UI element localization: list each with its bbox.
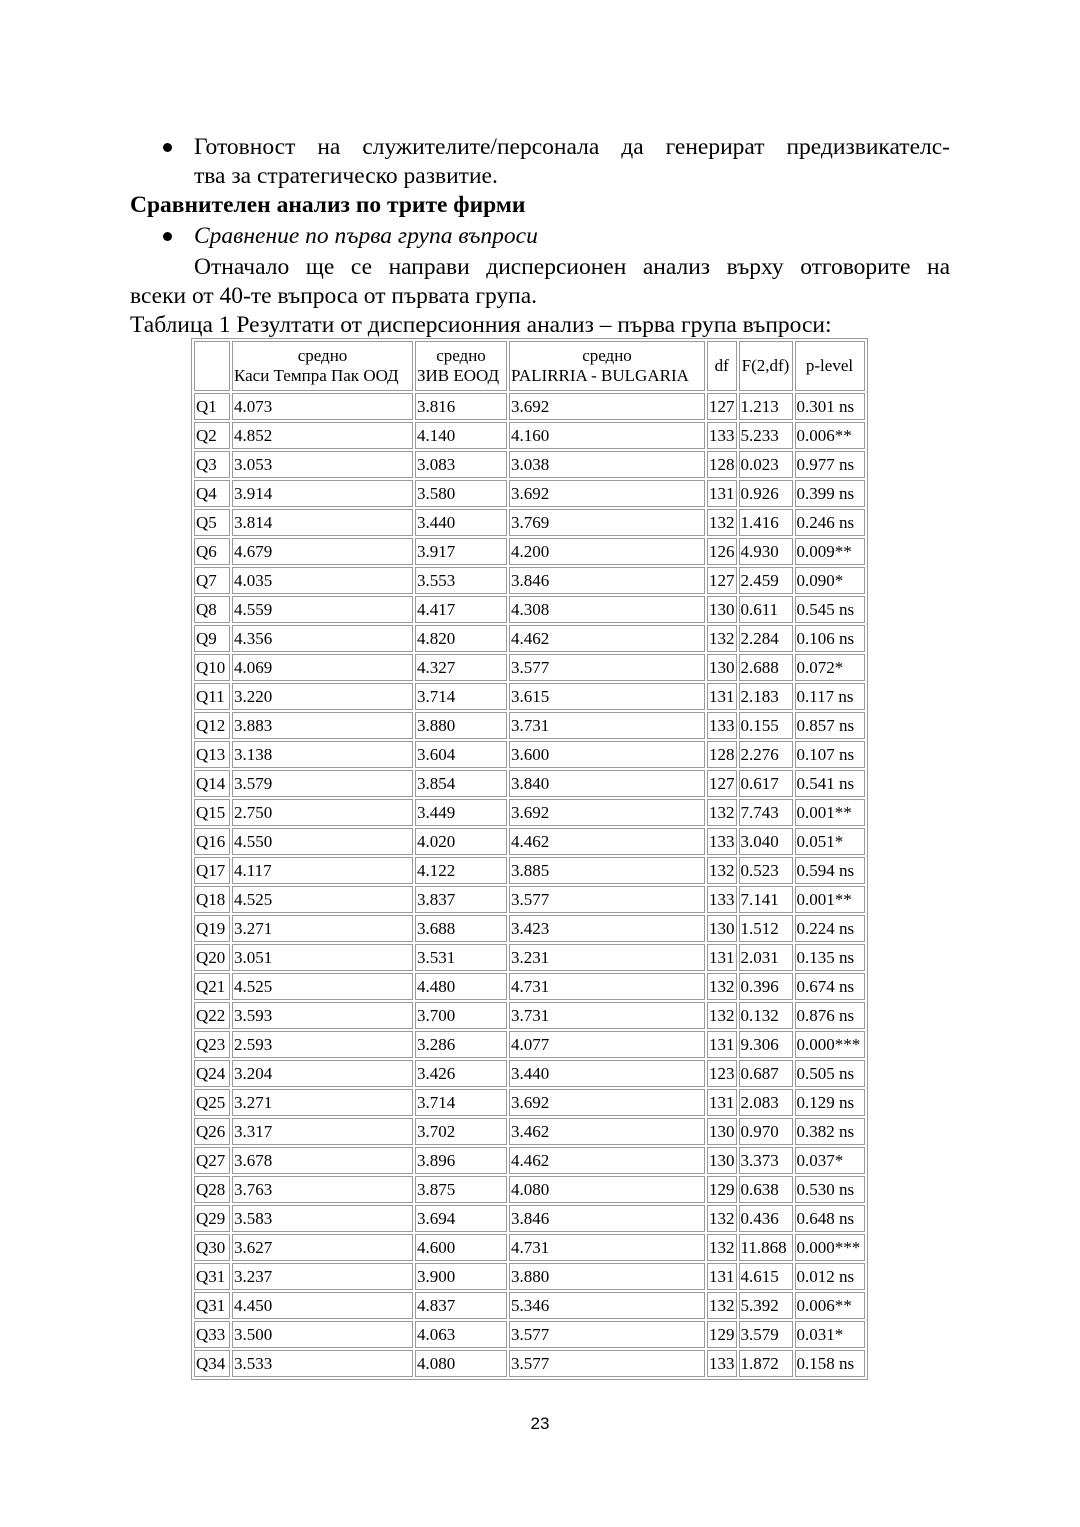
- cell-f-statistic: 0.617: [739, 770, 793, 797]
- cell-mean-kasi: 2.750: [232, 799, 413, 826]
- cell-p-level: 0.012 ns: [795, 1263, 865, 1290]
- cell-mean-kasi: 4.525: [232, 973, 413, 1000]
- cell-mean-kasi: 3.317: [232, 1118, 413, 1145]
- cell-mean-ziv: 4.080: [415, 1350, 507, 1377]
- table-row: [194, 393, 865, 420]
- cell-mean-palirria: 3.885: [509, 857, 705, 884]
- cell-mean-palirria: 3.600: [509, 741, 705, 768]
- cell-df: 127: [707, 393, 737, 420]
- cell-f-statistic: 0.023: [739, 451, 793, 478]
- cell-f-statistic: 0.611: [739, 596, 793, 623]
- table-row: [194, 538, 865, 565]
- cell-question: Q2: [194, 422, 230, 449]
- cell-p-level: 0.009**: [795, 538, 865, 565]
- cell-df: 132: [707, 1002, 737, 1029]
- cell-mean-palirria: 5.346: [509, 1292, 705, 1319]
- cell-f-statistic: 3.579: [739, 1321, 793, 1348]
- table-row: [194, 886, 865, 913]
- cell-question: Q26: [194, 1118, 230, 1145]
- cell-f-statistic: 0.970: [739, 1118, 793, 1145]
- cell-mean-ziv: 3.714: [415, 683, 507, 710]
- cell-question: Q10: [194, 654, 230, 681]
- cell-question: Q30: [194, 1234, 230, 1261]
- cell-f-statistic: 2.688: [739, 654, 793, 681]
- cell-mean-palirria: 3.577: [509, 1350, 705, 1377]
- cell-question: Q3: [194, 451, 230, 478]
- cell-mean-kasi: 3.220: [232, 683, 413, 710]
- cell-df: 131: [707, 1031, 737, 1058]
- cell-p-level: 0.246 ns: [795, 509, 865, 536]
- bullet-item-first-group: Сравнение по първа група въпроси: [194, 223, 538, 249]
- cell-mean-palirria: 4.160: [509, 422, 705, 449]
- cell-f-statistic: 2.183: [739, 683, 793, 710]
- table-header-row: [194, 341, 865, 391]
- cell-mean-kasi: 3.204: [232, 1060, 413, 1087]
- cell-mean-kasi: 3.051: [232, 944, 413, 971]
- cell-mean-palirria: 3.846: [509, 1205, 705, 1232]
- cell-mean-kasi: 3.271: [232, 1089, 413, 1116]
- cell-f-statistic: 7.141: [739, 886, 793, 913]
- cell-mean-ziv: 4.327: [415, 654, 507, 681]
- cell-df: 123: [707, 1060, 737, 1087]
- cell-df: 130: [707, 1118, 737, 1145]
- cell-mean-palirria: 4.077: [509, 1031, 705, 1058]
- cell-f-statistic: 5.233: [739, 422, 793, 449]
- cell-question: Q20: [194, 944, 230, 971]
- header-mean-ziv: [415, 341, 507, 391]
- cell-p-level: 0.072*: [795, 654, 865, 681]
- cell-mean-palirria: 3.577: [509, 886, 705, 913]
- cell-df: 126: [707, 538, 737, 565]
- cell-mean-palirria: 3.692: [509, 480, 705, 507]
- cell-f-statistic: 7.743: [739, 799, 793, 826]
- header-question: [194, 341, 230, 391]
- cell-f-statistic: 11.868: [739, 1234, 793, 1261]
- cell-df: 131: [707, 1263, 737, 1290]
- cell-mean-palirria: 3.231: [509, 944, 705, 971]
- table-row: [194, 596, 865, 623]
- cell-p-level: 0.545 ns: [795, 596, 865, 623]
- cell-mean-kasi: 3.763: [232, 1176, 413, 1203]
- cell-p-level: 0.876 ns: [795, 1002, 865, 1029]
- cell-question: Q17: [194, 857, 230, 884]
- cell-mean-ziv: 4.600: [415, 1234, 507, 1261]
- cell-p-level: 0.158 ns: [795, 1350, 865, 1377]
- cell-p-level: 0.001**: [795, 799, 865, 826]
- table-row: [194, 1089, 865, 1116]
- cell-f-statistic: 3.373: [739, 1147, 793, 1174]
- cell-mean-ziv: 4.417: [415, 596, 507, 623]
- cell-question: Q16: [194, 828, 230, 855]
- cell-p-level: 0.037*: [795, 1147, 865, 1174]
- header-df: df: [707, 341, 737, 391]
- cell-df: 132: [707, 1292, 737, 1319]
- cell-p-level: 0.505 ns: [795, 1060, 865, 1087]
- cell-f-statistic: 0.436: [739, 1205, 793, 1232]
- cell-p-level: 0.090*: [795, 567, 865, 594]
- table-row: [194, 1147, 865, 1174]
- cell-p-level: 0.117 ns: [795, 683, 865, 710]
- cell-p-level: 0.674 ns: [795, 973, 865, 1000]
- cell-mean-ziv: 4.140: [415, 422, 507, 449]
- cell-question: Q11: [194, 683, 230, 710]
- cell-mean-ziv: 3.714: [415, 1089, 507, 1116]
- cell-mean-ziv: 3.531: [415, 944, 507, 971]
- cell-mean-palirria: 3.769: [509, 509, 705, 536]
- cell-df: 130: [707, 654, 737, 681]
- cell-mean-ziv: 3.083: [415, 451, 507, 478]
- table-body: [194, 393, 865, 1377]
- cell-question: Q8: [194, 596, 230, 623]
- cell-mean-palirria: 4.462: [509, 1147, 705, 1174]
- cell-mean-palirria: 3.692: [509, 799, 705, 826]
- cell-mean-kasi: 4.356: [232, 625, 413, 652]
- cell-p-level: 0.977 ns: [795, 451, 865, 478]
- cell-question: Q9: [194, 625, 230, 652]
- cell-df: 130: [707, 1147, 737, 1174]
- cell-mean-kasi: 3.533: [232, 1350, 413, 1377]
- cell-mean-ziv: 3.896: [415, 1147, 507, 1174]
- cell-mean-kasi: 3.883: [232, 712, 413, 739]
- table-row: [194, 857, 865, 884]
- cell-p-level: 0.000***: [795, 1234, 865, 1261]
- cell-mean-palirria: 4.731: [509, 1234, 705, 1261]
- cell-mean-palirria: 4.731: [509, 973, 705, 1000]
- header-company-name: Каси Темпра Пак ООД: [234, 366, 399, 385]
- cell-mean-ziv: 3.917: [415, 538, 507, 565]
- cell-df: 131: [707, 480, 737, 507]
- cell-question: Q27: [194, 1147, 230, 1174]
- cell-mean-palirria: 4.200: [509, 538, 705, 565]
- cell-question: Q15: [194, 799, 230, 826]
- cell-df: 132: [707, 973, 737, 1000]
- cell-question: Q29: [194, 1205, 230, 1232]
- header-company-name: PALIRRIA - BULGARIA: [511, 366, 689, 385]
- cell-question: Q24: [194, 1060, 230, 1087]
- cell-f-statistic: 1.512: [739, 915, 793, 942]
- cell-mean-kasi: 4.525: [232, 886, 413, 913]
- cell-p-level: 0.135 ns: [795, 944, 865, 971]
- cell-question: Q34: [194, 1350, 230, 1377]
- cell-mean-ziv: 4.837: [415, 1292, 507, 1319]
- cell-p-level: 0.001**: [795, 886, 865, 913]
- bullet-dot: [163, 143, 172, 152]
- cell-df: 131: [707, 1089, 737, 1116]
- cell-df: 131: [707, 944, 737, 971]
- cell-df: 132: [707, 509, 737, 536]
- cell-mean-ziv: 3.553: [415, 567, 507, 594]
- table-row: [194, 1263, 865, 1290]
- cell-mean-kasi: 3.627: [232, 1234, 413, 1261]
- cell-question: Q18: [194, 886, 230, 913]
- cell-mean-ziv: 3.694: [415, 1205, 507, 1232]
- table-row: [194, 451, 865, 478]
- cell-f-statistic: 0.523: [739, 857, 793, 884]
- anova-results-table: [191, 338, 868, 1380]
- paragraph-intro: Отначало ще се направи дисперсионен анализ върху отговорите на: [194, 254, 950, 280]
- cell-mean-kasi: 4.450: [232, 1292, 413, 1319]
- cell-mean-kasi: 3.814: [232, 509, 413, 536]
- cell-mean-kasi: 3.579: [232, 770, 413, 797]
- cell-mean-ziv: 4.020: [415, 828, 507, 855]
- cell-mean-kasi: 3.583: [232, 1205, 413, 1232]
- cell-p-level: 0.541 ns: [795, 770, 865, 797]
- cell-p-level: 0.301 ns: [795, 393, 865, 420]
- cell-f-statistic: 1.872: [739, 1350, 793, 1377]
- cell-df: 130: [707, 596, 737, 623]
- header-p-level: p-level: [795, 341, 865, 391]
- cell-f-statistic: 0.926: [739, 480, 793, 507]
- bullet-item-readiness: Готовност на служителите/персонала да генерират предизвикателс-: [194, 134, 950, 160]
- cell-f-statistic: 2.459: [739, 567, 793, 594]
- cell-mean-palirria: 4.308: [509, 596, 705, 623]
- cell-mean-ziv: 3.854: [415, 770, 507, 797]
- cell-df: 127: [707, 567, 737, 594]
- cell-mean-ziv: 3.875: [415, 1176, 507, 1203]
- cell-p-level: 0.000***: [795, 1031, 865, 1058]
- cell-mean-ziv: 3.816: [415, 393, 507, 420]
- cell-mean-ziv: 3.880: [415, 712, 507, 739]
- cell-mean-ziv: 3.688: [415, 915, 507, 942]
- cell-f-statistic: 0.132: [739, 1002, 793, 1029]
- cell-question: Q28: [194, 1176, 230, 1203]
- cell-p-level: 0.399 ns: [795, 480, 865, 507]
- cell-mean-ziv: 3.900: [415, 1263, 507, 1290]
- cell-mean-kasi: 4.559: [232, 596, 413, 623]
- cell-mean-ziv: 3.700: [415, 1002, 507, 1029]
- cell-mean-kasi: 2.593: [232, 1031, 413, 1058]
- cell-p-level: 0.051*: [795, 828, 865, 855]
- header-mean-label: средно: [582, 346, 632, 365]
- cell-mean-palirria: 3.577: [509, 1321, 705, 1348]
- cell-mean-ziv: 4.063: [415, 1321, 507, 1348]
- cell-mean-ziv: 4.480: [415, 973, 507, 1000]
- cell-mean-kasi: 3.053: [232, 451, 413, 478]
- cell-p-level: 0.006**: [795, 1292, 865, 1319]
- cell-p-level: 0.224 ns: [795, 915, 865, 942]
- cell-df: 128: [707, 451, 737, 478]
- cell-mean-ziv: 3.426: [415, 1060, 507, 1087]
- cell-f-statistic: 4.615: [739, 1263, 793, 1290]
- cell-df: 132: [707, 799, 737, 826]
- bullet-item-readiness-continuation: тва за стратегическо развитие.: [194, 163, 498, 189]
- cell-mean-kasi: 4.073: [232, 393, 413, 420]
- cell-question: Q33: [194, 1321, 230, 1348]
- cell-f-statistic: 9.306: [739, 1031, 793, 1058]
- cell-mean-ziv: 3.604: [415, 741, 507, 768]
- section-heading: Сравнителен анализ по трите фирми: [130, 192, 526, 218]
- table-caption: Таблица 1 Резултати от дисперсионния анализ – първа група въпроси:: [130, 312, 832, 338]
- cell-question: Q7: [194, 567, 230, 594]
- cell-mean-kasi: 4.117: [232, 857, 413, 884]
- cell-df: 133: [707, 422, 737, 449]
- cell-mean-ziv: 3.286: [415, 1031, 507, 1058]
- cell-mean-ziv: 3.702: [415, 1118, 507, 1145]
- cell-df: 127: [707, 770, 737, 797]
- cell-mean-kasi: 4.852: [232, 422, 413, 449]
- cell-mean-kasi: 4.550: [232, 828, 413, 855]
- cell-mean-palirria: 3.038: [509, 451, 705, 478]
- cell-mean-ziv: 4.122: [415, 857, 507, 884]
- cell-mean-kasi: 4.035: [232, 567, 413, 594]
- table-row: [194, 1350, 865, 1377]
- cell-f-statistic: 1.416: [739, 509, 793, 536]
- cell-f-statistic: 3.040: [739, 828, 793, 855]
- cell-p-level: 0.857 ns: [795, 712, 865, 739]
- cell-question: Q6: [194, 538, 230, 565]
- table-row: [194, 1176, 865, 1203]
- table-row: [194, 799, 865, 826]
- cell-p-level: 0.382 ns: [795, 1118, 865, 1145]
- table-row: [194, 1234, 865, 1261]
- paragraph-intro-continuation: всеки от 40-те въпроса от първата група.: [130, 283, 538, 309]
- cell-mean-palirria: 3.440: [509, 1060, 705, 1087]
- cell-mean-palirria: 3.731: [509, 1002, 705, 1029]
- cell-question: Q31: [194, 1263, 230, 1290]
- cell-mean-palirria: 3.423: [509, 915, 705, 942]
- table-row: [194, 625, 865, 652]
- cell-df: 129: [707, 1321, 737, 1348]
- cell-df: 130: [707, 915, 737, 942]
- cell-df: 131: [707, 683, 737, 710]
- table-row: [194, 480, 865, 507]
- cell-mean-palirria: 3.692: [509, 393, 705, 420]
- cell-mean-ziv: 3.580: [415, 480, 507, 507]
- cell-mean-ziv: 3.440: [415, 509, 507, 536]
- cell-mean-palirria: 4.462: [509, 828, 705, 855]
- header-f-statistic: F(2,df): [739, 341, 793, 391]
- header-mean-label: средно: [436, 346, 486, 365]
- table-row: [194, 712, 865, 739]
- cell-mean-palirria: 4.080: [509, 1176, 705, 1203]
- cell-mean-kasi: 3.593: [232, 1002, 413, 1029]
- cell-p-level: 0.107 ns: [795, 741, 865, 768]
- cell-mean-kasi: 3.678: [232, 1147, 413, 1174]
- cell-p-level: 0.006**: [795, 422, 865, 449]
- cell-f-statistic: 2.083: [739, 1089, 793, 1116]
- cell-p-level: 0.129 ns: [795, 1089, 865, 1116]
- cell-mean-kasi: 3.914: [232, 480, 413, 507]
- cell-mean-kasi: 4.679: [232, 538, 413, 565]
- cell-question: Q23: [194, 1031, 230, 1058]
- table-row: [194, 567, 865, 594]
- cell-df: 133: [707, 886, 737, 913]
- table-row: [194, 1002, 865, 1029]
- cell-p-level: 0.106 ns: [795, 625, 865, 652]
- cell-df: 132: [707, 625, 737, 652]
- cell-df: 129: [707, 1176, 737, 1203]
- cell-f-statistic: 2.276: [739, 741, 793, 768]
- cell-mean-ziv: 3.837: [415, 886, 507, 913]
- bullet-dot: [163, 232, 172, 241]
- cell-mean-palirria: 4.462: [509, 625, 705, 652]
- cell-f-statistic: 4.930: [739, 538, 793, 565]
- cell-question: Q13: [194, 741, 230, 768]
- table-row: [194, 654, 865, 681]
- cell-df: 133: [707, 1350, 737, 1377]
- cell-df: 133: [707, 712, 737, 739]
- table-row: [194, 683, 865, 710]
- cell-mean-kasi: 3.237: [232, 1263, 413, 1290]
- cell-question: Q5: [194, 509, 230, 536]
- cell-question: Q21: [194, 973, 230, 1000]
- table-row: [194, 1118, 865, 1145]
- cell-f-statistic: 5.392: [739, 1292, 793, 1319]
- cell-f-statistic: 2.031: [739, 944, 793, 971]
- cell-df: 132: [707, 1234, 737, 1261]
- cell-p-level: 0.530 ns: [795, 1176, 865, 1203]
- table-row: [194, 770, 865, 797]
- header-company-name: ЗИВ ЕООД: [417, 366, 500, 385]
- cell-f-statistic: 0.638: [739, 1176, 793, 1203]
- cell-mean-kasi: 4.069: [232, 654, 413, 681]
- cell-mean-palirria: 3.615: [509, 683, 705, 710]
- cell-p-level: 0.594 ns: [795, 857, 865, 884]
- cell-mean-palirria: 3.692: [509, 1089, 705, 1116]
- cell-mean-palirria: 3.846: [509, 567, 705, 594]
- cell-question: Q22: [194, 1002, 230, 1029]
- cell-f-statistic: 1.213: [739, 393, 793, 420]
- cell-mean-palirria: 3.462: [509, 1118, 705, 1145]
- cell-df: 132: [707, 1205, 737, 1232]
- cell-f-statistic: 2.284: [739, 625, 793, 652]
- cell-mean-ziv: 3.449: [415, 799, 507, 826]
- cell-question: Q14: [194, 770, 230, 797]
- table-row: [194, 509, 865, 536]
- cell-question: Q4: [194, 480, 230, 507]
- table-row: [194, 1031, 865, 1058]
- cell-mean-kasi: 3.271: [232, 915, 413, 942]
- cell-mean-palirria: 3.880: [509, 1263, 705, 1290]
- cell-f-statistic: 0.155: [739, 712, 793, 739]
- table-row: [194, 741, 865, 768]
- table-row: [194, 422, 865, 449]
- cell-df: 128: [707, 741, 737, 768]
- cell-mean-kasi: 3.138: [232, 741, 413, 768]
- cell-mean-palirria: 3.731: [509, 712, 705, 739]
- header-mean-label: средно: [297, 346, 348, 365]
- table-row: [194, 973, 865, 1000]
- cell-p-level: 0.031*: [795, 1321, 865, 1348]
- cell-df: 132: [707, 857, 737, 884]
- cell-mean-palirria: 3.577: [509, 654, 705, 681]
- table-row: [194, 1060, 865, 1087]
- table-row: [194, 1292, 865, 1319]
- cell-question: Q12: [194, 712, 230, 739]
- cell-mean-kasi: 3.500: [232, 1321, 413, 1348]
- table-row: [194, 828, 865, 855]
- cell-p-level: 0.648 ns: [795, 1205, 865, 1232]
- cell-mean-ziv: 4.820: [415, 625, 507, 652]
- cell-question: Q1: [194, 393, 230, 420]
- header-mean-palirria: [509, 341, 705, 391]
- table-row: [194, 944, 865, 971]
- cell-question: Q25: [194, 1089, 230, 1116]
- cell-question: Q31: [194, 1292, 230, 1319]
- cell-mean-palirria: 3.840: [509, 770, 705, 797]
- table-row: [194, 915, 865, 942]
- page-number: 23: [530, 1414, 550, 1433]
- cell-question: Q19: [194, 915, 230, 942]
- cell-df: 133: [707, 828, 737, 855]
- header-mean-kasi: [232, 341, 413, 391]
- cell-f-statistic: 0.687: [739, 1060, 793, 1087]
- table-row: [194, 1321, 865, 1348]
- table-row: [194, 1205, 865, 1232]
- cell-f-statistic: 0.396: [739, 973, 793, 1000]
